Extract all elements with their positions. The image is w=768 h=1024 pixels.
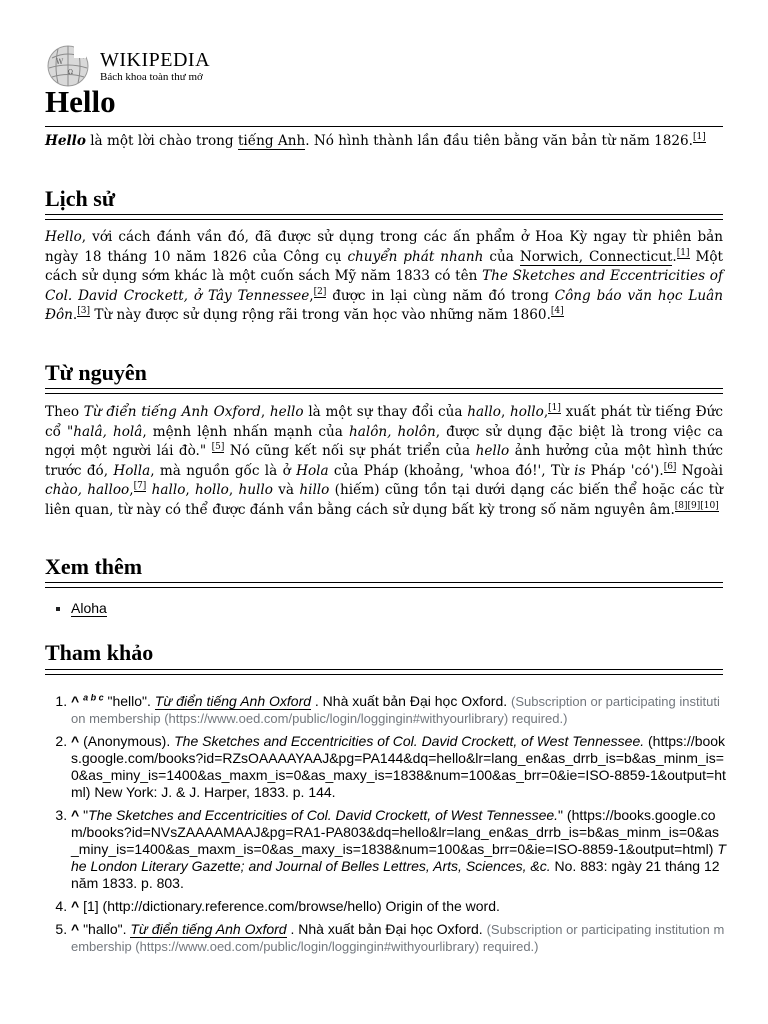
section-divider — [45, 669, 723, 670]
backlink-caret[interactable]: ^ — [71, 921, 80, 937]
section-divider — [45, 388, 723, 389]
section-divider — [45, 587, 723, 588]
section-heading-references: Tham khảo — [45, 640, 154, 665]
citation-5[interactable]: [5] — [211, 442, 225, 453]
citation-7[interactable]: [7] — [133, 481, 147, 492]
reference-item: 3. ^ "The Sketches and Eccentricities of Col. David Crockett, of West Tennessee." (https://books.google.com/books?id=NVsZAAAAMAAJ&pg=RA1-PA803&dq=hello&lr=lang_en&as_drrb_is=b&as_minm_is=0&as_miny_is=1400&as_maxm_is=0&as_maxy_is=1838&num=100&as_brr=0&ie=ISO-8859-1&output=html) The London Literary Gazette; and Journal of Belles Lettres, Arts, Sciences, &c. No. 883: ngày 21 tháng 12 năm 1833. p. 803. — [71, 807, 726, 892]
reference-url[interactable]: [1] (http://dictionary.reference.com/browse/hello) Origin of the word. — [79, 898, 500, 914]
backlink-caret[interactable]: ^ — [71, 807, 80, 823]
backlink-caret[interactable]: ^ — [71, 898, 80, 914]
references-list — [45, 693, 726, 961]
see-also-list — [45, 600, 107, 616]
reference-url[interactable]: " (https://books.google.com/books?id=NVsZAAAAMAAJ&pg=RA1-PA803&dq=hello&lr=lang_en&as_drrb_is=b&as_minm_is=0&as_miny_is=1400&as_maxm_is=0&as_maxy_is=1838&num=100&as_brr=0&ie=ISO-8859-1&output=html) — [71, 807, 719, 857]
citation-4[interactable]: [4] — [550, 306, 564, 317]
citation-1[interactable]: [1] — [548, 403, 561, 414]
wordmark[interactable]: WIKIPEDIA — [100, 49, 211, 71]
reference-item: 2. ^ (Anonymous). The Sketches and Eccentricities of Col. David Crockett, of West Tennessee. (https://books.google.com/books?id=RZsOAAAAYAAJ&pg=PA144&dq=hello&lr=lang_en&as_drrb_is=b&as_minm_is=0&as_miny_is=1400&as_maxm_is=0&as_maxy_is=1838&num=100&as_brr=0&ie=ISO-8859-1&output=html) New York: J. & J. Harper, 1833. p. 144. — [71, 733, 726, 801]
section-divider — [45, 582, 723, 583]
link-norwich-connecticut[interactable]: Norwich, Connecticut — [519, 248, 673, 265]
brand — [100, 50, 210, 84]
page-title: Hello — [45, 84, 116, 119]
tagline: Bách khoa toàn thư mở — [100, 71, 203, 83]
reference-url[interactable]: (https://books.google.com/books?id=RZsOAAAAYAAJ&pg=PA144&dq=hello&lr=lang_en&as_drrb_is=b&as_minm_is=0&as_miny_is=1400&as_maxm_is=0&as_maxy_is=1838&num=100&as_brr=0&ie=ISO-8859-1&output=html) New York: J. & J. Harper, 1833. p. 144. — [71, 733, 726, 800]
section-divider — [45, 219, 723, 220]
section-heading-see-also: Xem thêm — [45, 554, 143, 579]
link-aloha[interactable]: Aloha — [71, 600, 107, 616]
link-oxford-dictionary[interactable]: Từ điển tiếng Anh Oxford — [154, 693, 312, 709]
reference-item: 5. ^ "hallo". Từ điển tiếng Anh Oxford . Nhà xuất bản Đại học Oxford. (Subscription or participating institution membership (https://www.oed.com/public/login/loggingin#withyourlibrary) required.) — [71, 921, 726, 955]
etymology-paragraph: Theo Từ điển tiếng Anh Oxford, hello là một sự thay đổi của hallo, hollo,[1] xuất phát từ tiếng Đức cổ "halâ, holâ, mệnh lệnh nhấn mạnh của halôn, holôn, được sử dụng đặc biệt là trong việc ca ngợi một người lái đò." [5] Nó cũng kết nối sự phát triển của hello ảnh hưởng của một hình thức trước đó, Holla, mà nguồn gốc là ở Hola của Pháp (khoảng, 'whoa đó!', Từ is Pháp 'có').[6] Ngoài chào, halloo,[7] hallo, hollo, hullo và hillo (hiếm) cũng tồn tại dưới dạng các biến thể hoặc các từ liên quan, từ này có thể được đánh vần bằng cách sử dụng bất kỳ trong số năm nguyên âm.[8][9][10] — [45, 403, 724, 518]
reference-item — [71, 898, 726, 915]
citation-1[interactable]: [1] — [693, 132, 706, 143]
backlink-caret[interactable]: ^ — [71, 733, 80, 749]
list-item — [71, 600, 107, 616]
section-divider — [45, 393, 723, 394]
citation-8-9-10[interactable]: [8][9][10] — [674, 500, 719, 511]
history-paragraph: Hello, với cách đánh vần đó, đã được sử dụng trong các ấn phẩm ở Hoa Kỳ ngay từ phiên bản ngày 18 tháng 10 năm 1826 của Công cụ chuyển phát nhanh của Norwich, Connecticut.[1] Một cách sử dụng sớm khác là một cuốn sách Mỹ năm 1833 có tên The Sketches and Eccentricities of Col. David Crockett, ở Tây Tennessee,[2] được in lại cùng năm đó trong Công báo văn học Luân Đôn.[3] Từ này được sử dụng rộng rãi trong văn học vào những năm 1860.[4] — [45, 229, 724, 323]
citation-3[interactable]: [3] — [77, 306, 90, 317]
intro-bold-term: Hello — [45, 133, 86, 149]
backlink-letters[interactable]: a b c — [83, 692, 104, 703]
svg-text:W: W — [56, 58, 64, 66]
citation-6[interactable]: [6] — [663, 461, 677, 472]
intro-paragraph: Hello là một lời chào trong tiếng Anh. Nó hình thành lần đầu tiên bằng văn bản từ năm 1826.[1] — [45, 132, 706, 149]
citation-1[interactable]: [1] — [676, 247, 690, 258]
section-divider — [45, 214, 723, 215]
title-divider — [45, 126, 723, 127]
svg-text:Ω: Ω — [68, 69, 73, 76]
subscription-note: (Subscription or participating institution membership (https://www.oed.com/public/login/loggingin#withyourlibrary) required.) — [71, 694, 720, 726]
subscription-note: (Subscription or participating institution membership (https://www.oed.com/public/login/loggingin#withyourlibrary) required.) — [71, 922, 725, 954]
citation-2[interactable]: [2] — [313, 286, 327, 297]
section-heading-history: Lịch sử — [45, 186, 116, 211]
section-heading-etymology: Từ nguyên — [45, 360, 147, 385]
section-divider — [45, 674, 723, 675]
reference-item: 1. ^ $^{a b c}$ "hello". Từ điển tiếng Anh Oxford . Nhà xuất bản Đại học Oxford. (Subscription or participating institution membership (https://www.oed.com/public/login/loggingin#withyourlibrary) required.) — [71, 693, 726, 727]
link-tieng-anh[interactable]: tiếng Anh — [237, 133, 306, 149]
link-oxford-dictionary[interactable]: Từ điển tiếng Anh Oxford — [130, 921, 287, 937]
